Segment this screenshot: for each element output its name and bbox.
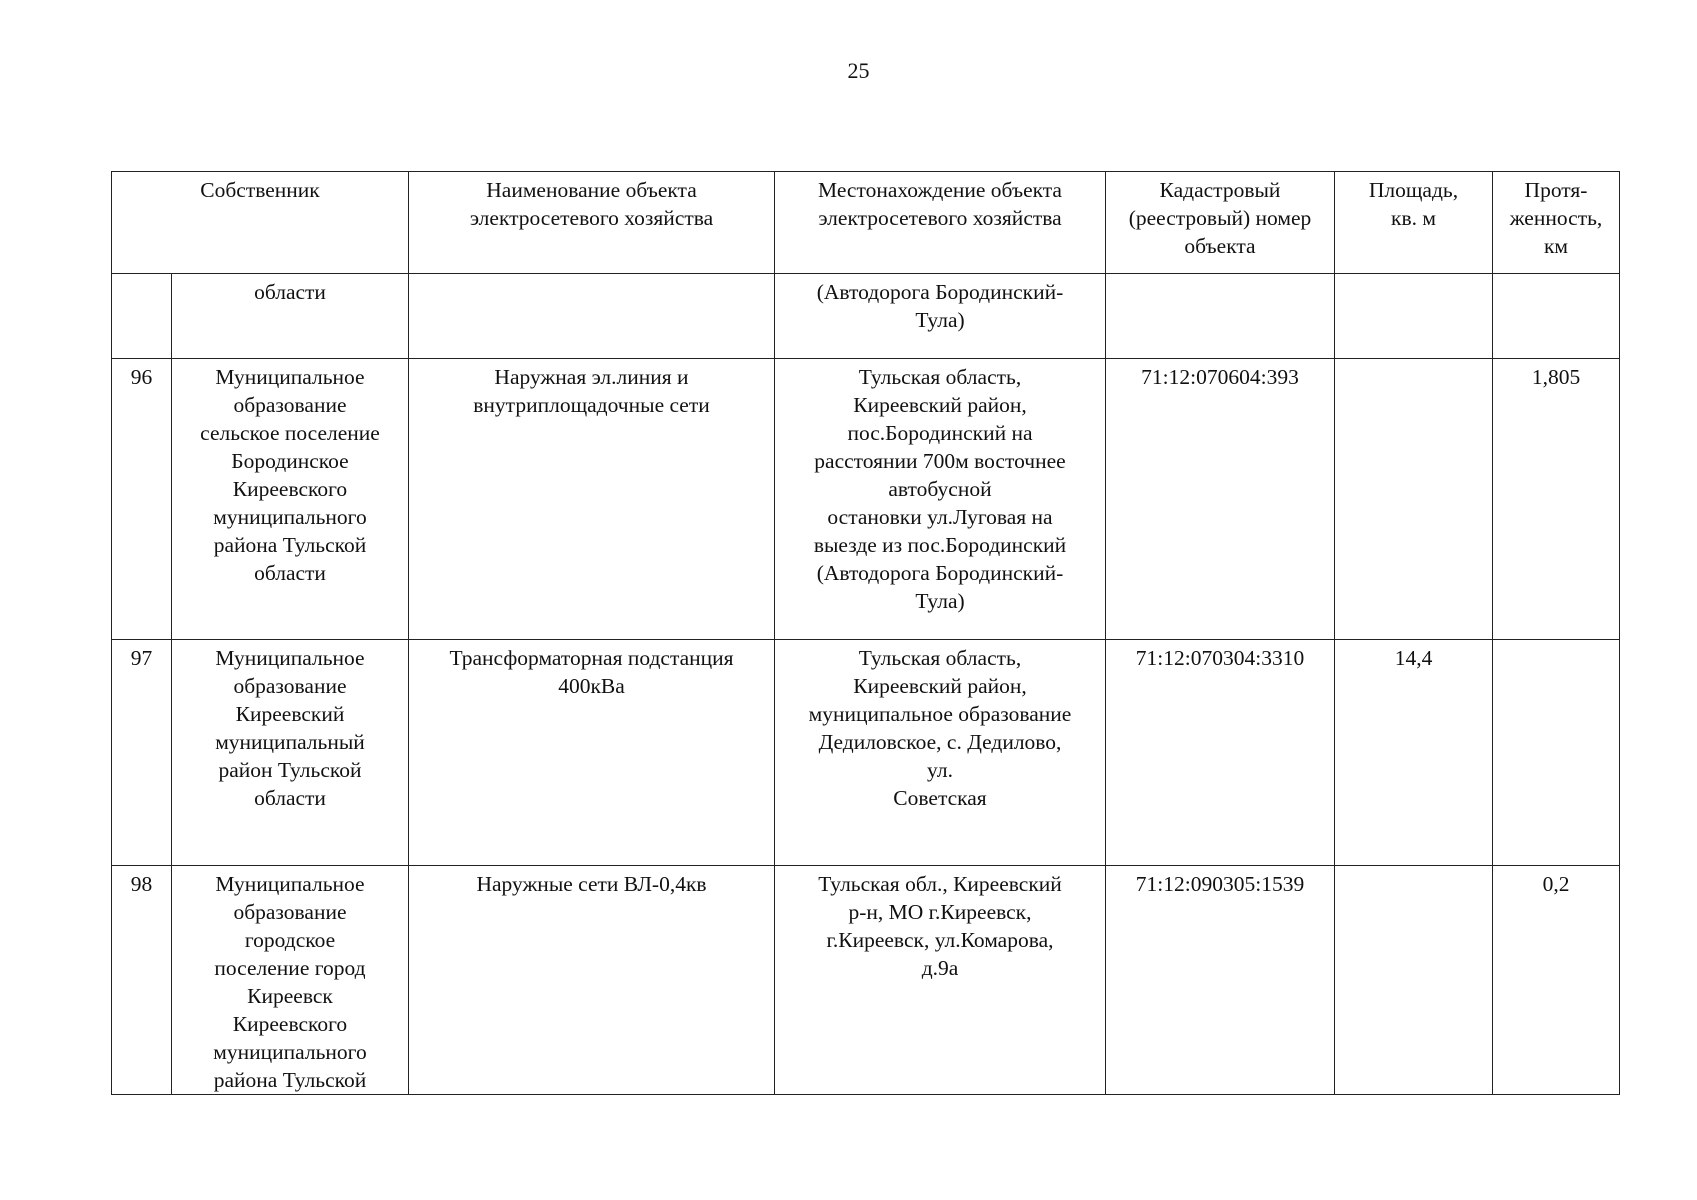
- location-cell: Тульская область, Киреевский район, муниципальное образование Дедиловское, с. Дедилово, ул. Советская: [775, 640, 1106, 866]
- row-number: 98: [112, 866, 172, 1095]
- location-cell: (Автодорога Бородинский- Тула): [775, 274, 1106, 359]
- header-object-location: Местонахождение объекта электросетевого хозяйства: [775, 172, 1106, 274]
- cadastral-cell: 71:12:070304:3310: [1106, 640, 1335, 866]
- row-number: [112, 274, 172, 359]
- header-cadastral-number: Кадастровый (реестровый) номер объекта: [1106, 172, 1335, 274]
- header-area: Площадь, кв. м: [1335, 172, 1493, 274]
- location-cell: Тульская обл., Киреевский р-н, МО г.Киреевск, г.Киреевск, ул.Комарова, д.9а: [775, 866, 1106, 1095]
- cadastral-cell: 71:12:070604:393: [1106, 359, 1335, 640]
- cadastral-cell: [1106, 274, 1335, 359]
- table-header-row: [112, 172, 1620, 274]
- area-cell: [1335, 274, 1493, 359]
- length-cell: 1,805: [1493, 359, 1620, 640]
- area-cell: 14,4: [1335, 640, 1493, 866]
- row-number: 97: [112, 640, 172, 866]
- table-row: [112, 866, 1620, 1095]
- area-cell: [1335, 866, 1493, 1095]
- length-cell: [1493, 640, 1620, 866]
- table-row: [112, 640, 1620, 866]
- object-name-cell: Трансформаторная подстанция 400кВа: [409, 640, 775, 866]
- cadastral-cell: 71:12:090305:1539: [1106, 866, 1335, 1095]
- area-cell: [1335, 359, 1493, 640]
- table-row: [112, 359, 1620, 640]
- registry-table: [111, 171, 1620, 1095]
- header-object-name: Наименование объекта электросетевого хозяйства: [409, 172, 775, 274]
- owner-cell: Муниципальное образование Киреевский муниципальный район Тульской области: [172, 640, 409, 866]
- header-owner: Собственник: [112, 172, 409, 274]
- owner-cell: Муниципальное образование сельское поселение Бородинское Киреевского муниципального района Тульской области: [172, 359, 409, 640]
- header-length: Протя- женность, км: [1493, 172, 1620, 274]
- length-cell: [1493, 274, 1620, 359]
- owner-cell: области: [172, 274, 409, 359]
- object-name-cell: [409, 274, 775, 359]
- length-cell: 0,2: [1493, 866, 1620, 1095]
- page-number: 25: [847, 58, 870, 83]
- object-name-cell: Наружная эл.линия и внутриплощадочные сети: [409, 359, 775, 640]
- object-name-cell: Наружные сети ВЛ-0,4кв: [409, 866, 775, 1095]
- owner-cell: Муниципальное образование городское поселение город Киреевск Киреевского муниципального района Тульской: [172, 866, 409, 1095]
- location-cell: Тульская область, Киреевский район, пос.Бородинский на расстоянии 700м восточнее автобусной остановки ул.Луговая на выезде из пос.Бородинский (Автодорога Бородинский- Тула): [775, 359, 1106, 640]
- table-row: [112, 274, 1620, 359]
- row-number: 96: [112, 359, 172, 640]
